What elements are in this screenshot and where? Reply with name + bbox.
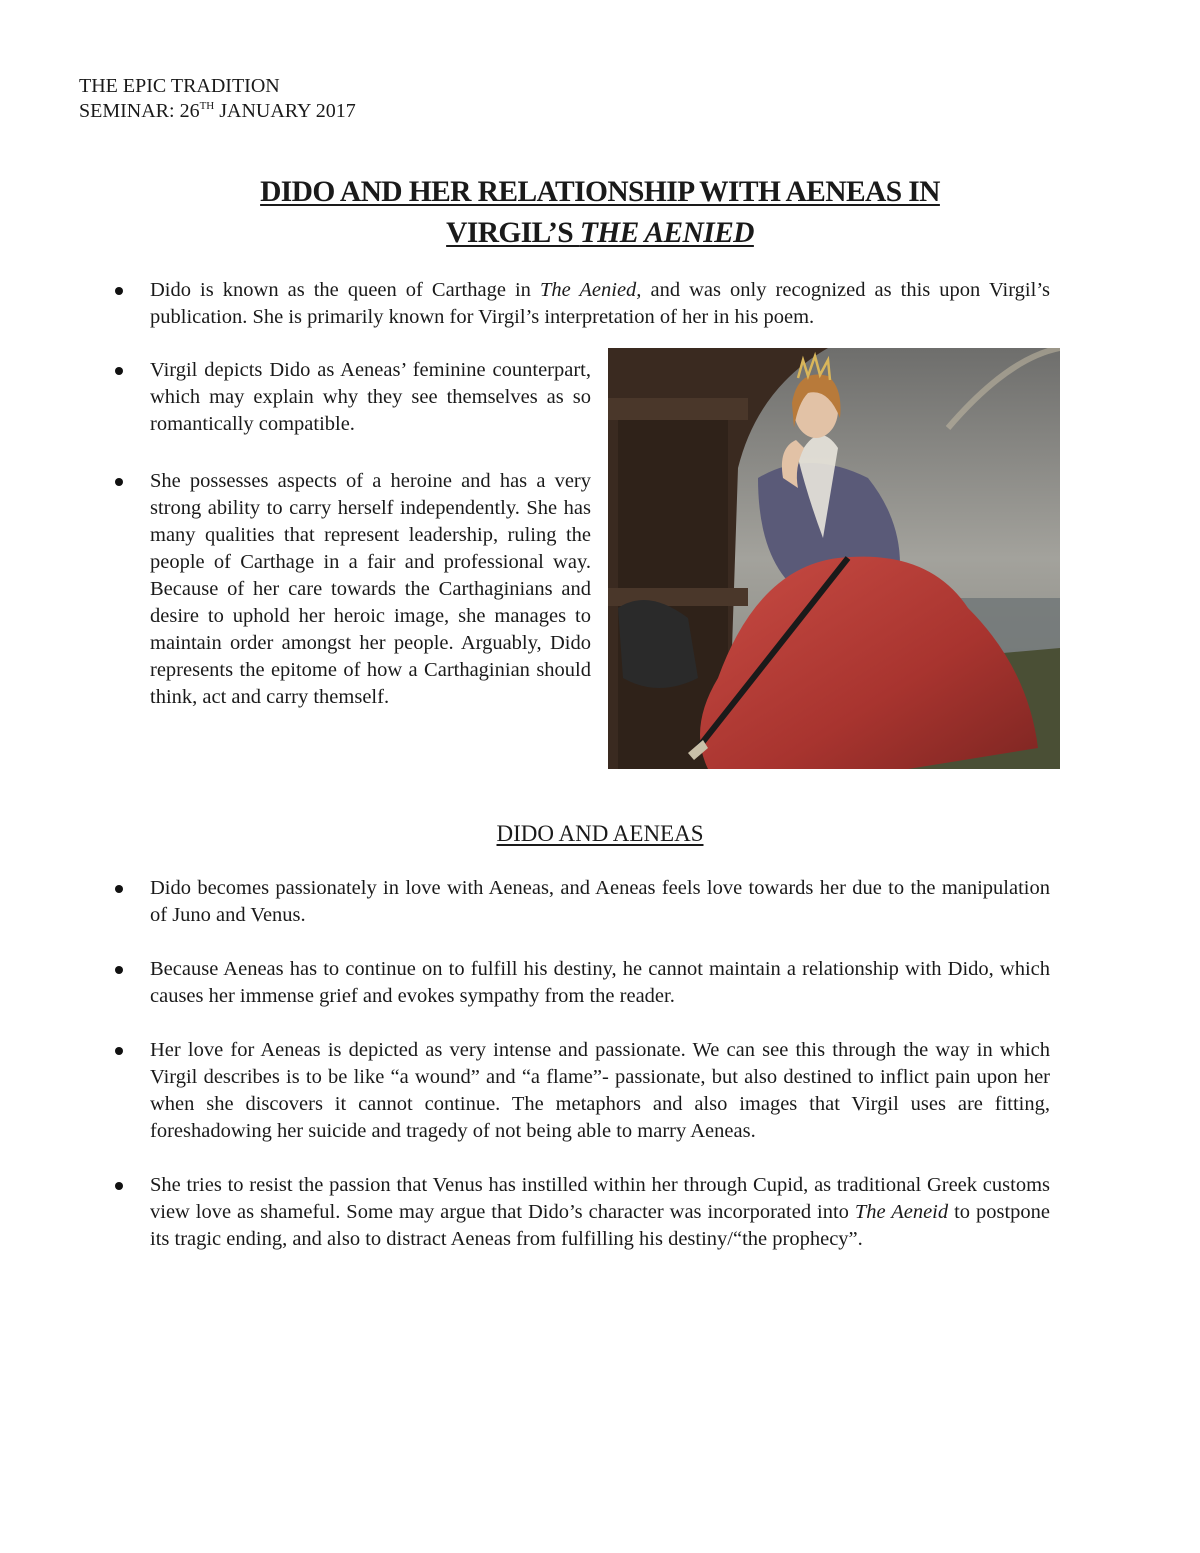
course-title: THE EPIC TRADITION (79, 75, 280, 97)
title-line-2: VIRGIL’S THE AENIED (446, 217, 754, 249)
intro-bullet-list (79, 277, 1050, 358)
bullet-item: Dido is known as the queen of Carthage in The Aenied, and was only recognized as this upon Virgil’s publication. She is primarily known for Virgil’s interpretation of her in his poem. (79, 277, 1050, 331)
seminar-date: SEMINAR: 26TH JANUARY 2017 (79, 100, 356, 122)
bullet-item: Because Aeneas has to continue on to fulfill his destiny, he cannot maintain a relationship with Dido, which causes her immense grief and evokes sympathy from the reader. (79, 956, 1050, 1010)
side-bullet-list (79, 357, 591, 741)
bullet-item: Dido becomes passionately in love with Aeneas, and Aeneas feels love towards her due to the manipulation of Juno and Venus. (79, 875, 1050, 929)
relationship-bullet-list (79, 875, 1050, 1280)
dido-painting-image (608, 348, 1060, 769)
title-line-1: DIDO AND HER RELATIONSHIP WITH AENEAS IN (260, 176, 940, 208)
bullet-item: Virgil depicts Dido as Aeneas’ feminine counterpart, which may explain why they see themselves as so romantically compatible. (79, 357, 591, 438)
document-header (79, 74, 356, 124)
bullet-item: She tries to resist the passion that Venus has instilled within her through Cupid, as traditional Greek customs view love as shameful. Some may argue that Dido’s character was incorporated into The Aeneid to postpone its tragic ending, and also to distract Aeneas from fulfilling his destiny/“the prophecy”. (79, 1172, 1050, 1253)
bullet-item: Her love for Aeneas is depicted as very intense and passionate. We can see this through the way in which Virgil describes is to be like “a wound” and “a flame”- passionate, but also destined to inflict pain upon her when she discovers it cannot continue. The metaphors and also images that Virgil uses are fitting, foreshadowing her suicide and tragedy of not being able to marry Aeneas. (79, 1037, 1050, 1145)
bullet-item: She possesses aspects of a heroine and has a very strong ability to carry herself independently. She has many qualities that represent leadership, ruling the people of Carthage in a fair and professional way. Because of her care towards the Carthaginians and desire to uphold her heroic image, she manages to maintain order amongst her people. Arguably, Dido represents the epitome of how a Carthaginian should think, act and carry themself. (79, 468, 591, 711)
document-title (100, 172, 1100, 254)
section-heading: DIDO AND AENEAS (496, 821, 704, 846)
